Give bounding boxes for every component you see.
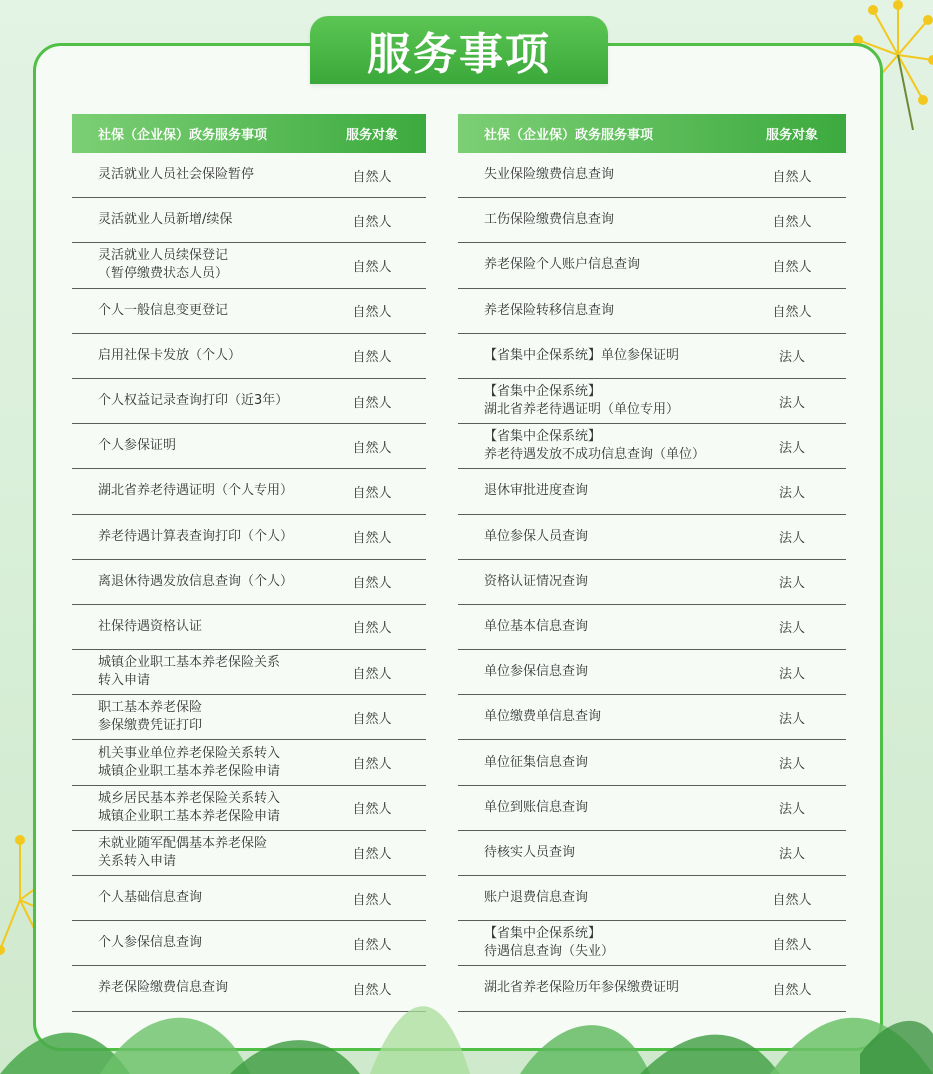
- service-item-name: 个人参保信息查询: [98, 935, 203, 951]
- table-row: [72, 379, 426, 424]
- table-row: [72, 605, 426, 650]
- service-item-name: 退休审批进度查询: [484, 483, 589, 499]
- service-item-name: 个人权益记录查询打印（近3年）: [98, 393, 289, 409]
- service-item-name: 湖北省养老待遇证明（个人专用）: [98, 483, 294, 499]
- table-row: [72, 740, 426, 785]
- service-target: 自然人: [352, 847, 392, 863]
- service-item-name: 单位基本信息查询: [484, 618, 589, 634]
- table-row: [458, 334, 846, 379]
- left-service-table: [72, 114, 426, 1012]
- table-row: [72, 469, 426, 514]
- table-row: [72, 921, 426, 966]
- service-target: 法人: [778, 350, 805, 366]
- service-target: 自然人: [352, 576, 392, 592]
- service-item-name: 个人基础信息查询: [98, 890, 203, 906]
- table-row: [458, 243, 846, 288]
- service-item-name: 【省集中企保系统】单位参保证明: [484, 347, 680, 363]
- service-target: 法人: [778, 847, 805, 863]
- table-row: [72, 650, 426, 695]
- table-row: [72, 153, 426, 198]
- service-target: 自然人: [352, 982, 392, 998]
- service-target: 自然人: [352, 395, 392, 411]
- service-target: 自然人: [352, 711, 392, 727]
- service-target: 自然人: [352, 531, 392, 547]
- table-row: [72, 198, 426, 243]
- service-target: 自然人: [352, 892, 392, 908]
- service-target: 自然人: [772, 305, 812, 321]
- service-item-name: 灵活就业人员新增/续保: [98, 212, 233, 228]
- table-row: [458, 966, 846, 1011]
- service-item-name: 养老保险个人账户信息查询: [484, 257, 641, 273]
- service-item-name: 资格认证情况查询: [484, 573, 589, 589]
- table-row: [72, 966, 426, 1011]
- table-row: [458, 876, 846, 921]
- service-item-name: 职工基本养老保险 参保缴费凭证打印: [98, 700, 203, 734]
- service-item-name: 离退休待遇发放信息查询（个人）: [98, 573, 294, 589]
- table-row: [458, 515, 846, 560]
- service-target: 自然人: [772, 892, 812, 908]
- service-target: 法人: [778, 666, 805, 682]
- service-item-name: 单位征集信息查询: [484, 754, 589, 770]
- right-service-table: [458, 114, 846, 1012]
- service-target: 法人: [778, 757, 805, 773]
- table-row: [458, 605, 846, 650]
- service-target: 自然人: [352, 440, 392, 456]
- service-item-name: 启用社保卡发放（个人）: [98, 347, 242, 363]
- service-target: 自然人: [352, 666, 392, 682]
- page-title: 服务事项: [310, 16, 608, 84]
- service-item-name: 灵活就业人员续保登记 （暂停缴费状态人员）: [98, 248, 229, 282]
- table-row: [72, 289, 426, 334]
- service-target: 自然人: [352, 485, 392, 501]
- service-target: 法人: [778, 576, 805, 592]
- header-item-label: 社保（企业保）政务服务事项: [484, 128, 654, 143]
- service-item-name: 【省集中企保系统】 养老待遇发放不成功信息查询（单位）: [484, 429, 706, 463]
- table-row: [72, 424, 426, 469]
- table-row: [458, 831, 846, 876]
- table-row: [72, 560, 426, 605]
- table-row: [72, 831, 426, 876]
- service-target: 自然人: [772, 169, 812, 185]
- service-target: 法人: [778, 485, 805, 501]
- table-row: [458, 198, 846, 243]
- service-item-name: 社保待遇资格认证: [98, 618, 203, 634]
- table-row: [458, 153, 846, 198]
- table-row: [458, 379, 846, 424]
- service-item-name: 【省集中企保系统】 湖北省养老待遇证明（单位专用）: [484, 384, 680, 418]
- service-item-name: 单位缴费单信息查询: [484, 709, 602, 725]
- service-item-name: 灵活就业人员社会保险暂停: [98, 167, 255, 183]
- service-item-name: 单位参保人员查询: [484, 528, 589, 544]
- service-item-name: 养老保险转移信息查询: [484, 302, 615, 318]
- service-target: 自然人: [772, 214, 812, 230]
- table-row: [72, 786, 426, 831]
- service-item-name: 个人参保证明: [98, 438, 177, 454]
- service-target: 法人: [778, 802, 805, 818]
- service-target: 自然人: [352, 350, 392, 366]
- service-target: 自然人: [352, 621, 392, 637]
- service-item-name: 城镇企业职工基本养老保险关系 转入申请: [98, 655, 281, 689]
- service-target: 自然人: [352, 757, 392, 773]
- service-item-name: 湖北省养老保险历年参保缴费证明: [484, 980, 680, 996]
- service-item-name: 【省集中企保系统】 待遇信息查询（失业）: [484, 926, 615, 960]
- table-row: [458, 695, 846, 740]
- service-item-name: 机关事业单位养老保险关系转入 城镇企业职工基本养老保险申请: [98, 745, 281, 779]
- service-target: 自然人: [352, 937, 392, 953]
- service-item-name: 单位到账信息查询: [484, 799, 589, 815]
- service-target: 法人: [778, 395, 805, 411]
- table-row: [458, 740, 846, 785]
- service-item-name: 单位参保信息查询: [484, 664, 589, 680]
- service-target: 法人: [778, 621, 805, 637]
- service-item-name: 工伤保险缴费信息查询: [484, 212, 615, 228]
- service-item-name: 失业保险缴费信息查询: [484, 167, 615, 183]
- table-row: [458, 560, 846, 605]
- table-row: [458, 289, 846, 334]
- service-target: 自然人: [352, 214, 392, 230]
- table-row: [72, 876, 426, 921]
- table-row: [458, 921, 846, 966]
- header-target-label: 服务对象: [765, 128, 818, 143]
- service-target: 自然人: [352, 259, 392, 275]
- service-target: 自然人: [352, 305, 392, 321]
- service-target: 自然人: [772, 259, 812, 275]
- table-header: [458, 114, 846, 153]
- table-row: [458, 786, 846, 831]
- table-header: [72, 114, 426, 153]
- service-item-name: 个人一般信息变更登记: [98, 302, 229, 318]
- service-target: 自然人: [352, 169, 392, 185]
- service-item-name: 养老待遇计算表查询打印（个人）: [98, 528, 294, 544]
- service-target: 自然人: [772, 982, 812, 998]
- table-row: [72, 334, 426, 379]
- service-item-name: 待核实人员查询: [484, 844, 576, 860]
- table-row: [458, 424, 846, 469]
- table-row: [458, 469, 846, 514]
- service-target: 法人: [778, 711, 805, 727]
- service-target: 自然人: [352, 802, 392, 818]
- service-item-name: 养老保险缴费信息查询: [98, 980, 229, 996]
- service-item-name: 未就业随军配偶基本养老保险 关系转入申请: [98, 835, 268, 869]
- table-row: [458, 650, 846, 695]
- service-target: 法人: [778, 440, 805, 456]
- header-item-label: 社保（企业保）政务服务事项: [98, 128, 268, 143]
- table-row: [72, 515, 426, 560]
- service-item-name: 账户退费信息查询: [484, 890, 589, 906]
- table-row: [72, 695, 426, 740]
- service-item-name: 城乡居民基本养老保险关系转入 城镇企业职工基本养老保险申请: [98, 790, 281, 824]
- service-target: 自然人: [772, 937, 812, 953]
- table-row: [72, 243, 426, 288]
- header-target-label: 服务对象: [345, 128, 398, 143]
- service-target: 法人: [778, 531, 805, 547]
